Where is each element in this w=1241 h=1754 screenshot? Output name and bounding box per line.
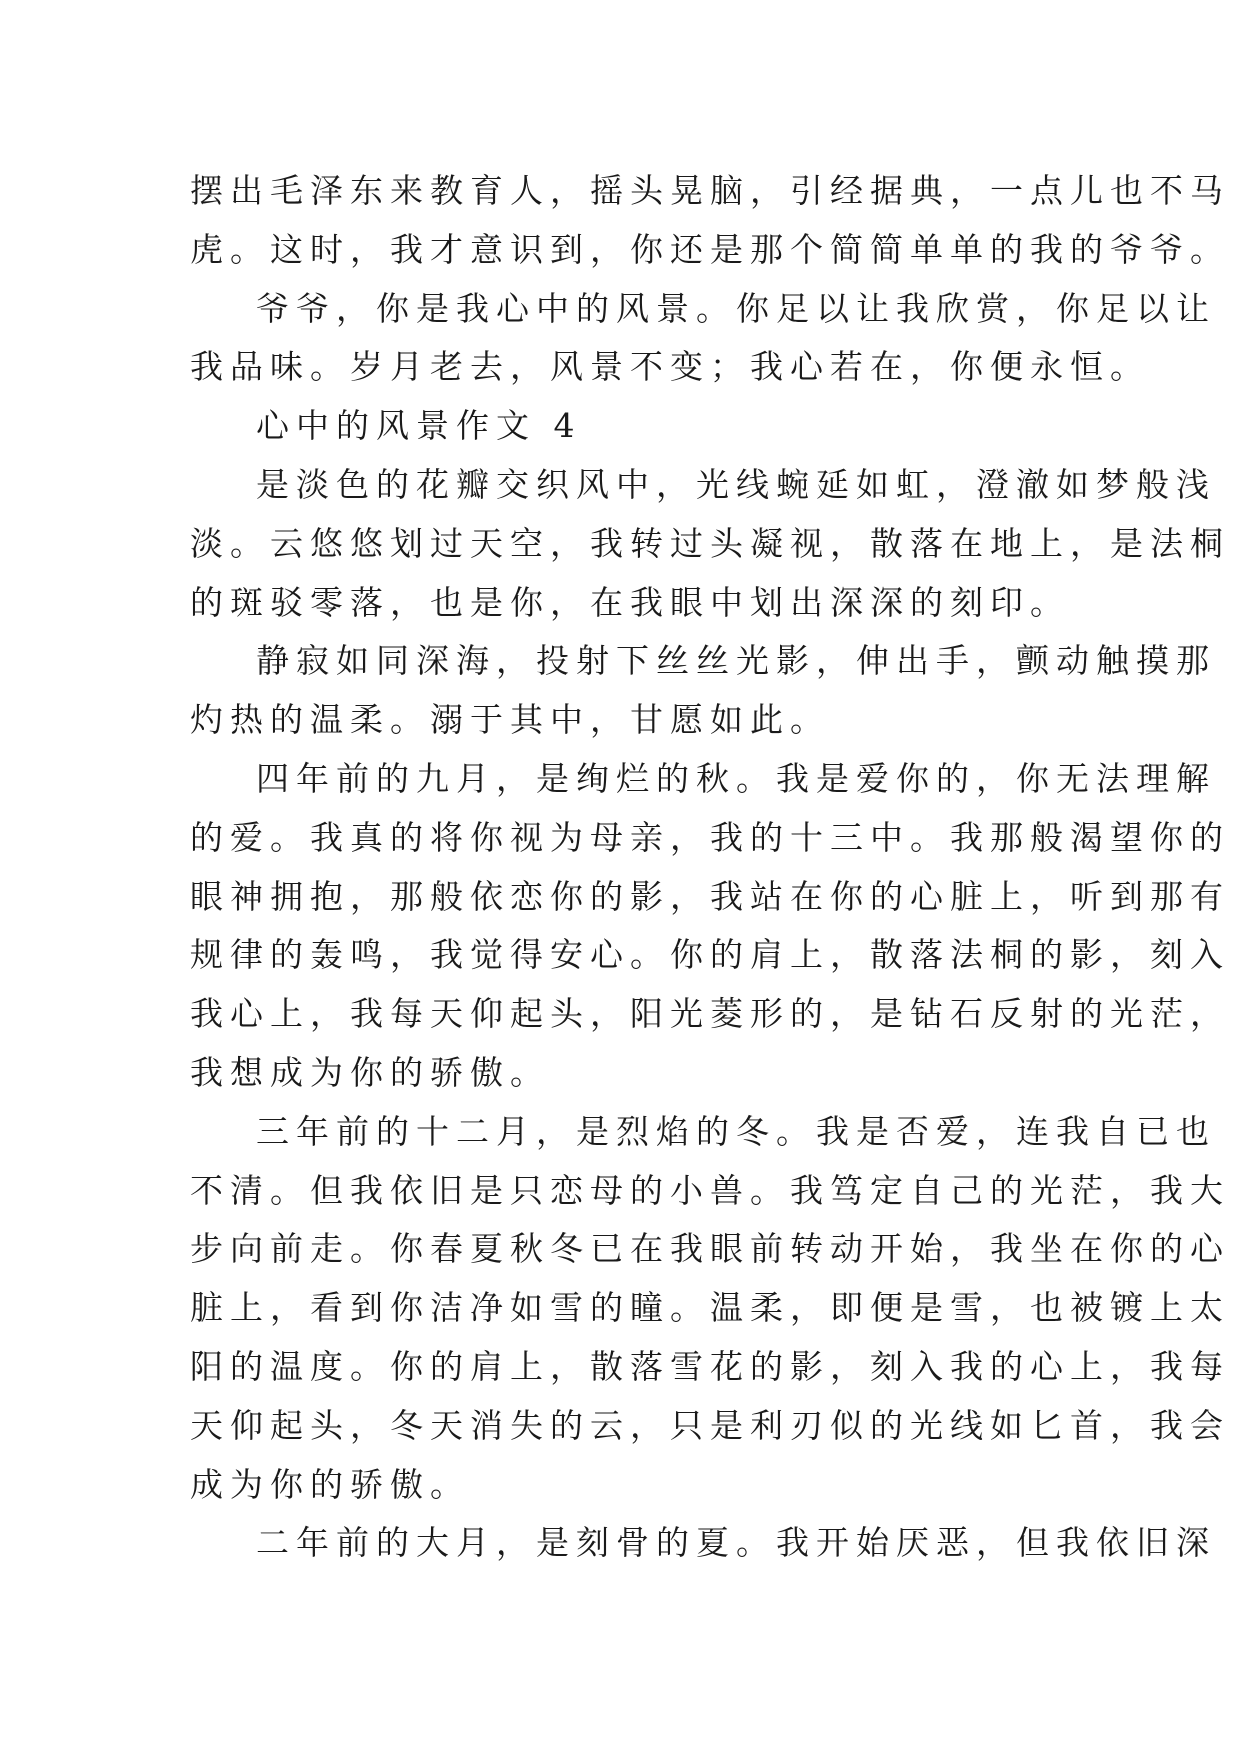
text-line: 淡。云悠悠划过天空，我转过头凝视，散落在地上，是法桐 [190, 523, 1230, 563]
text-line: 阳的温度。你的肩上，散落雪花的影，刻入我的心上，我每 [190, 1346, 1230, 1386]
text-line: 成为你的骄傲。 [190, 1464, 470, 1504]
text-line: 心中的风景作文 4 [256, 406, 582, 446]
text-line: 摆出毛泽东来教育人，摇头晃脑，引经据典，一点儿也不马 [190, 171, 1230, 210]
text-line: 规律的轰鸣，我觉得安心。你的肩上，散落法桐的影，刻入 [190, 935, 1230, 975]
text-line: 爷爷，你是我心中的风景。你足以让我欣赏，你足以让 [256, 288, 1216, 328]
text-line: 三年前的十二月，是烈焰的冬。我是否爱，连我自已也 [256, 1111, 1216, 1151]
text-line: 的爱。我真的将你视为母亲，我的十三中。我那般渴望你的 [190, 817, 1230, 857]
text-line: 脏上，看到你洁净如雪的瞳。温柔，即便是雪，也被镀上太 [190, 1288, 1230, 1328]
text-line: 步向前走。你春夏秋冬已在我眼前转动开始，我坐在你的心 [190, 1229, 1230, 1269]
text-line: 是淡色的花瓣交织风中，光线蜿延如虹，澄澈如梦般浅 [256, 464, 1216, 504]
text-line: 天仰起头，冬天消失的云，只是利刃似的光线如匕首，我会 [190, 1405, 1230, 1445]
text-line: 不清。但我依旧是只恋母的小兽。我笃定自己的光茫，我大 [190, 1170, 1230, 1210]
text-line: 我品味。岁月老去，风景不变；我心若在，你便永恒。 [190, 347, 1150, 387]
text-line: 灼热的温柔。溺于其中，甘愿如此。 [190, 700, 830, 740]
text-line: 静寂如同深海，投射下丝丝光影，伸出手，颤动触摸那 [256, 641, 1216, 681]
document-body [190, 162, 1230, 1573]
text-line: 的斑驳零落，也是你，在我眼中划出深深的刻印。 [190, 582, 1070, 622]
text-line: 二年前的大月，是刻骨的夏。我开始厌恶，但我依旧深 [256, 1523, 1216, 1563]
text-line: 眼神拥抱，那般依恋你的影，我站在你的心脏上，听到那有 [190, 876, 1230, 916]
text-line: 虎。这时，我才意识到，你还是那个简简单单的我的爷爷。 [190, 229, 1230, 269]
text-line: 我心上，我每天仰起头，阳光菱形的，是钻石反射的光茫， [190, 994, 1230, 1034]
text-line: 我想成为你的骄傲。 [190, 1052, 550, 1092]
text-line: 四年前的九月，是绚烂的秋。我是爱你的，你无法理解 [256, 758, 1216, 798]
